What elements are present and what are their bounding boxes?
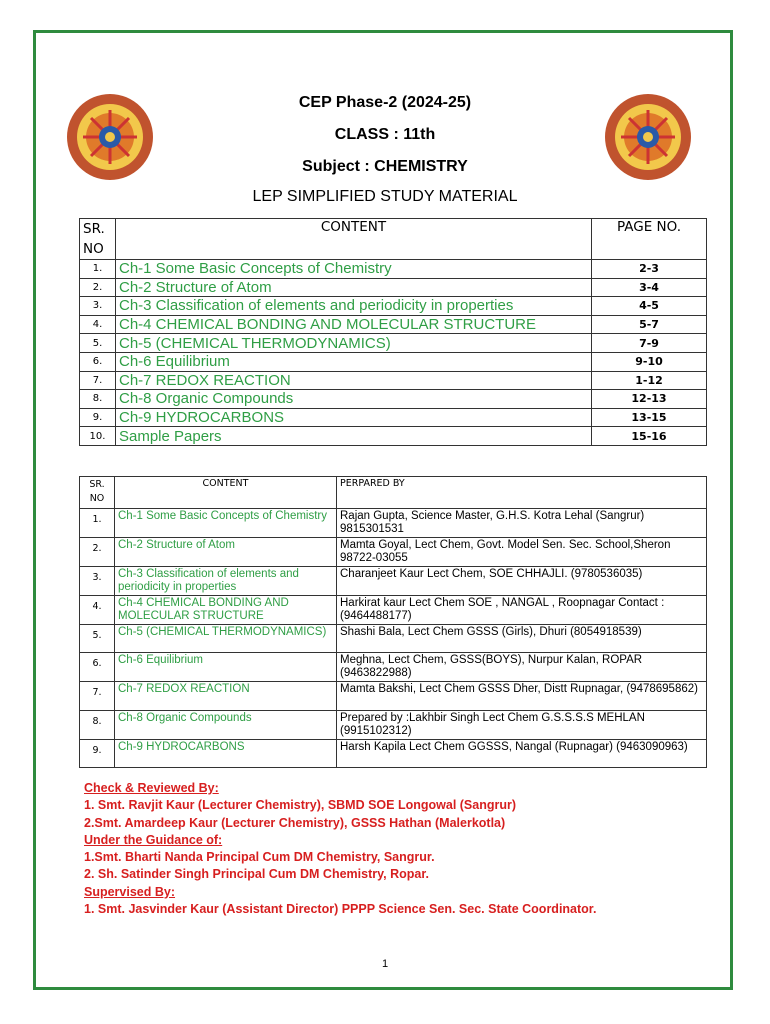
authors-chapter-cell: Ch-5 (CHEMICAL THERMODYNAMICS) xyxy=(115,625,337,653)
table-row xyxy=(80,371,707,390)
toc-sr-cell: 3. xyxy=(80,297,116,316)
toc-sr-cell: 9. xyxy=(80,408,116,427)
authors-chapter-cell: Ch-3 Classification of elements and periodicity in properties xyxy=(115,567,337,596)
table-row xyxy=(80,334,707,353)
table-row xyxy=(80,625,707,653)
toc-sr-cell: 2. xyxy=(80,278,116,297)
authors-table xyxy=(79,476,707,768)
authors-chapter-cell: Ch-7 REDOX REACTION xyxy=(115,682,337,710)
material-title: LEP SIMPLIFIED STUDY MATERIAL xyxy=(252,188,518,205)
toc-header-content: CONTENT xyxy=(116,219,592,260)
toc-page-cell: 4-5 xyxy=(592,297,707,316)
program-title: CEP Phase-2 (2024-25) xyxy=(298,94,472,111)
authors-sr-cell: 4. xyxy=(80,596,115,625)
authors-prepared-cell: Meghna, Lect Chem, GSSS(BOYS), Nurpur Kalan, ROPAR (9463822988) xyxy=(337,653,707,682)
toc-page-cell: 12-13 xyxy=(592,390,707,409)
toc-page-cell: 7-9 xyxy=(592,334,707,353)
subject-title: Subject : CHEMISTRY xyxy=(302,158,468,175)
toc-chapter-cell: Ch-1 Some Basic Concepts of Chemistry xyxy=(116,260,592,279)
authors-header-prepared: PERPARED BY xyxy=(337,477,707,509)
toc-sr-cell: 7. xyxy=(80,371,116,390)
authors-prepared-cell: Prepared by :Lakhbir Singh Lect Chem G.S.S.S.S MEHLAN (9915102312) xyxy=(337,710,707,739)
table-row xyxy=(80,653,707,682)
toc-chapter-cell: Ch-2 Structure of Atom xyxy=(116,278,592,297)
toc-chapter-cell: Ch-3 Classification of elements and periodicity in properties xyxy=(116,297,592,316)
toc-page-cell: 15-16 xyxy=(592,427,707,446)
table-row xyxy=(80,427,707,446)
toc-page-cell: 13-15 xyxy=(592,408,707,427)
toc-chapter-cell: Ch-7 REDOX REACTION xyxy=(116,371,592,390)
table-row xyxy=(80,710,707,739)
table-row xyxy=(80,408,707,427)
table-row xyxy=(80,596,707,625)
authors-prepared-cell: Shashi Bala, Lect Chem GSSS (Girls), Dhuri (8054918539) xyxy=(337,625,707,653)
toc-page-cell: 9-10 xyxy=(592,352,707,371)
authors-chapter-cell: Ch-8 Organic Compounds xyxy=(115,710,337,739)
toc-chapter-cell: Ch-4 CHEMICAL BONDING AND MOLECULAR STRUCTURE xyxy=(116,315,592,334)
table-row xyxy=(80,682,707,710)
toc-page-cell: 3-4 xyxy=(592,278,707,297)
table-row xyxy=(80,297,707,316)
toc-sr-cell: 5. xyxy=(80,334,116,353)
toc-page-cell: 1-12 xyxy=(592,371,707,390)
table-row xyxy=(80,509,707,538)
toc-sr-cell: 6. xyxy=(80,352,116,371)
toc-chapter-cell: Sample Papers xyxy=(116,427,592,446)
authors-chapter-cell: Ch-4 CHEMICAL BONDING AND MOLECULAR STRUCTURE xyxy=(115,596,337,625)
toc-chapter-cell: Ch-6 Equilibrium xyxy=(116,352,592,371)
toc-header-sr: SR. NO xyxy=(80,219,116,260)
toc-page-cell: 2-3 xyxy=(592,260,707,279)
guidance-line-2: 2. Sh. Satinder Singh Principal Cum DM Chemistry, Ropar. xyxy=(84,867,429,882)
credits-block xyxy=(84,780,724,918)
authors-prepared-cell: Mamta Goyal, Lect Chem, Govt. Model Sen. Sec. School,Sheron 98722-03055 xyxy=(337,538,707,567)
table-row xyxy=(80,567,707,596)
authors-sr-cell: 9. xyxy=(80,739,115,767)
toc-page-cell: 5-7 xyxy=(592,315,707,334)
table-row xyxy=(80,390,707,409)
checked-heading: Check & Reviewed By: xyxy=(84,781,219,795)
toc-chapter-cell: Ch-5 (CHEMICAL THERMODYNAMICS) xyxy=(116,334,592,353)
authors-prepared-cell: Mamta Bakshi, Lect Chem GSSS Dher, Distt Rupnagar, (9478695862) xyxy=(337,682,707,710)
authors-prepared-cell: Harsh Kapila Lect Chem GGSSS, Nangal (Rupnagar) (9463090963) xyxy=(337,739,707,767)
guidance-line-1: 1.Smt. Bharti Nanda Principal Cum DM Chemistry, Sangrur. xyxy=(84,850,435,865)
checked-line-2: 2.Smt. Amardeep Kaur (Lecturer Chemistry), GSSS Hathan (Malerkotla) xyxy=(84,815,506,830)
toc-sr-cell: 1. xyxy=(80,260,116,279)
toc-sr-cell: 4. xyxy=(80,315,116,334)
authors-sr-cell: 2. xyxy=(80,538,115,567)
authors-sr-cell: 1. xyxy=(80,509,115,538)
supervised-line-1: 1. Smt. Jasvinder Kaur (Assistant Director) PPPP Science Sen. Sec. State Coordinator. xyxy=(84,902,597,917)
table-row xyxy=(80,315,707,334)
page-number: 1 xyxy=(381,958,389,970)
authors-prepared-cell: Rajan Gupta, Science Master, G.H.S. Kotra Lehal (Sangrur) 9815301531 xyxy=(337,509,707,538)
checked-line-1: 1. Smt. Ravjit Kaur (Lecturer Chemistry), SBMD SOE Longowal (Sangrur) xyxy=(84,798,517,813)
authors-header-content: CONTENT xyxy=(115,477,337,509)
authors-header-sr: SR. NO xyxy=(80,477,115,509)
authors-sr-cell: 7. xyxy=(80,682,115,710)
authors-chapter-cell: Ch-9 HYDROCARBONS xyxy=(115,739,337,767)
authors-chapter-cell: Ch-2 Structure of Atom xyxy=(115,538,337,567)
guidance-heading: Under the Guidance of: xyxy=(84,832,223,847)
toc-sr-cell: 8. xyxy=(80,390,116,409)
table-row xyxy=(80,260,707,279)
authors-prepared-cell: Charanjeet Kaur Lect Chem, SOE CHHAJLI. (9780536035) xyxy=(337,567,707,596)
authors-prepared-cell: Harkirat kaur Lect Chem SOE , NANGAL , Roopnagar Contact : (9464488177) xyxy=(337,596,707,625)
toc-chapter-cell: Ch-8 Organic Compounds xyxy=(116,390,592,409)
toc-header-page: PAGE NO. xyxy=(592,219,707,260)
authors-sr-cell: 6. xyxy=(80,653,115,682)
authors-chapter-cell: Ch-6 Equilibrium xyxy=(115,653,337,682)
table-row xyxy=(80,352,707,371)
supervised-heading: Supervised By: xyxy=(84,884,176,899)
authors-sr-cell: 5. xyxy=(80,625,115,653)
authors-sr-cell: 3. xyxy=(80,567,115,596)
class-title: CLASS : 11th xyxy=(334,126,436,143)
table-row xyxy=(80,538,707,567)
table-row xyxy=(80,278,707,297)
authors-chapter-cell: Ch-1 Some Basic Concepts of Chemistry xyxy=(115,509,337,538)
toc-sr-cell: 10. xyxy=(80,427,116,446)
table-row xyxy=(80,739,707,767)
contents-table xyxy=(79,218,707,446)
toc-chapter-cell: Ch-9 HYDROCARBONS xyxy=(116,408,592,427)
authors-sr-cell: 8. xyxy=(80,710,115,739)
